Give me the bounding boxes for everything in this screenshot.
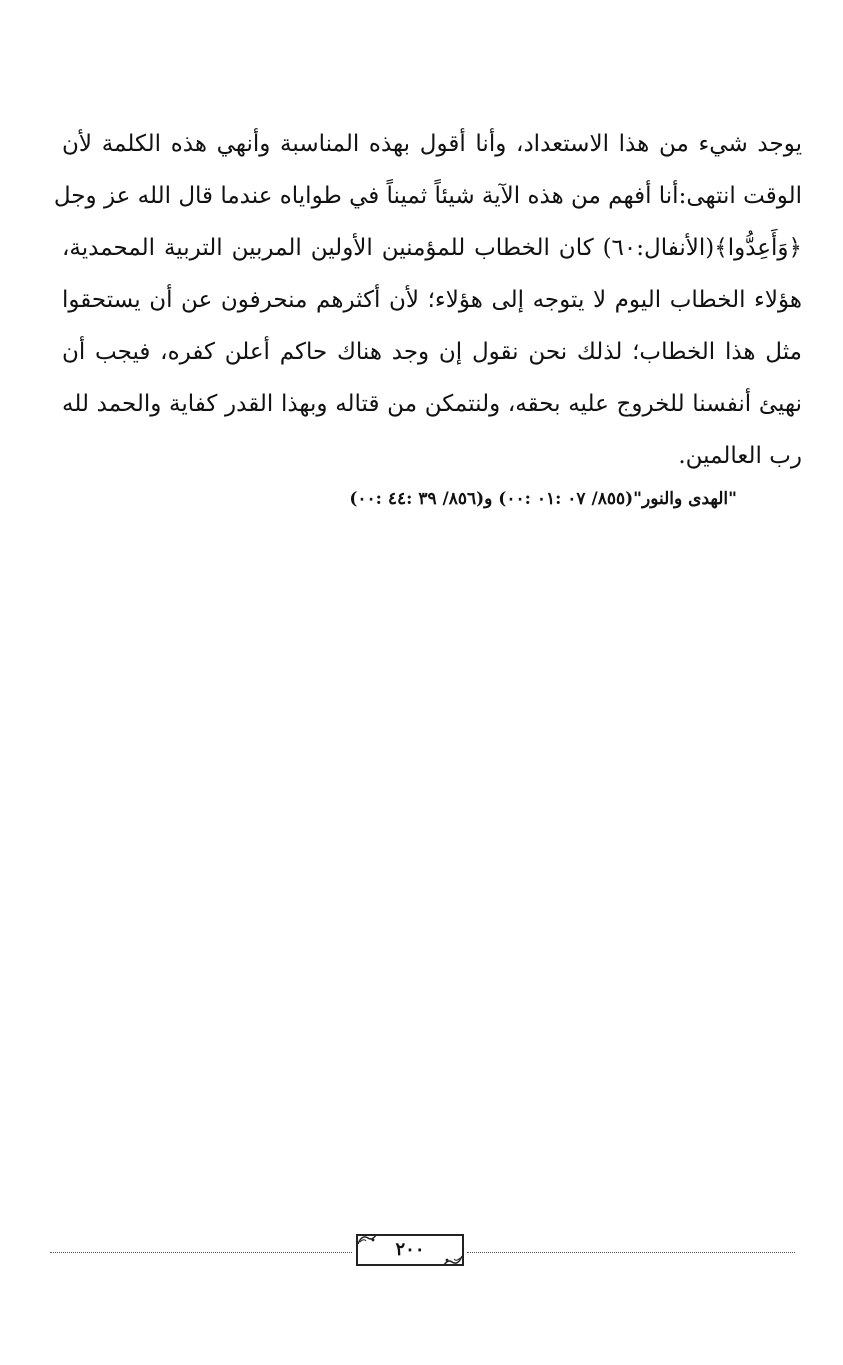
page-footer	[50, 1232, 795, 1274]
body-line-6: نهيئ أنفسنا للخروج عليه بحقه، ولنتمكن من قتاله وبهذا القدر كفاية والحمد لله	[62, 391, 802, 417]
source-citation: "الهدى والنور"(٨٥٥/ ٠٧ :٠١ :٠٠) و(٨٥٦/ ٣٩ :٤٤ :٠٠)	[349, 489, 737, 509]
body-line-5: مثل هذا الخطاب؛ لذلك نحن نقول إن وجد هناك حاكم أعلن كفره، فيجب أن	[62, 339, 802, 365]
page-number-frame	[356, 1234, 464, 1266]
page-number: ٢٠٠	[395, 1239, 425, 1260]
body-paragraph	[53, 118, 802, 482]
corner-ornament-icon	[442, 1254, 464, 1268]
body-line-2: الوقت انتهى:أنا أفهم من هذه الآية شيئاً ثميناً في طواياه عندما قال الله عز وجل	[53, 183, 802, 209]
body-line-4: هؤلاء الخطاب اليوم لا يتوجه إلى هؤلاء؛ لأن أكثرهم منحرفون عن أن يستحقوا	[62, 287, 802, 313]
footer-rule-right	[467, 1252, 795, 1253]
body-line-3: ﴿وَأَعِدُّوا﴾(الأنفال:٦٠) كان الخطاب للمؤمنين الأولين المربين التربية المحمدية،	[62, 235, 802, 261]
footer-rule-left	[50, 1252, 352, 1253]
body-line-7: رب العالمين.	[678, 443, 802, 469]
body-line-1: يوجد شيء من هذا الاستعداد، وأنا أقول بهذه المناسبة وأنهي هذه الكلمة لأن	[62, 131, 802, 157]
